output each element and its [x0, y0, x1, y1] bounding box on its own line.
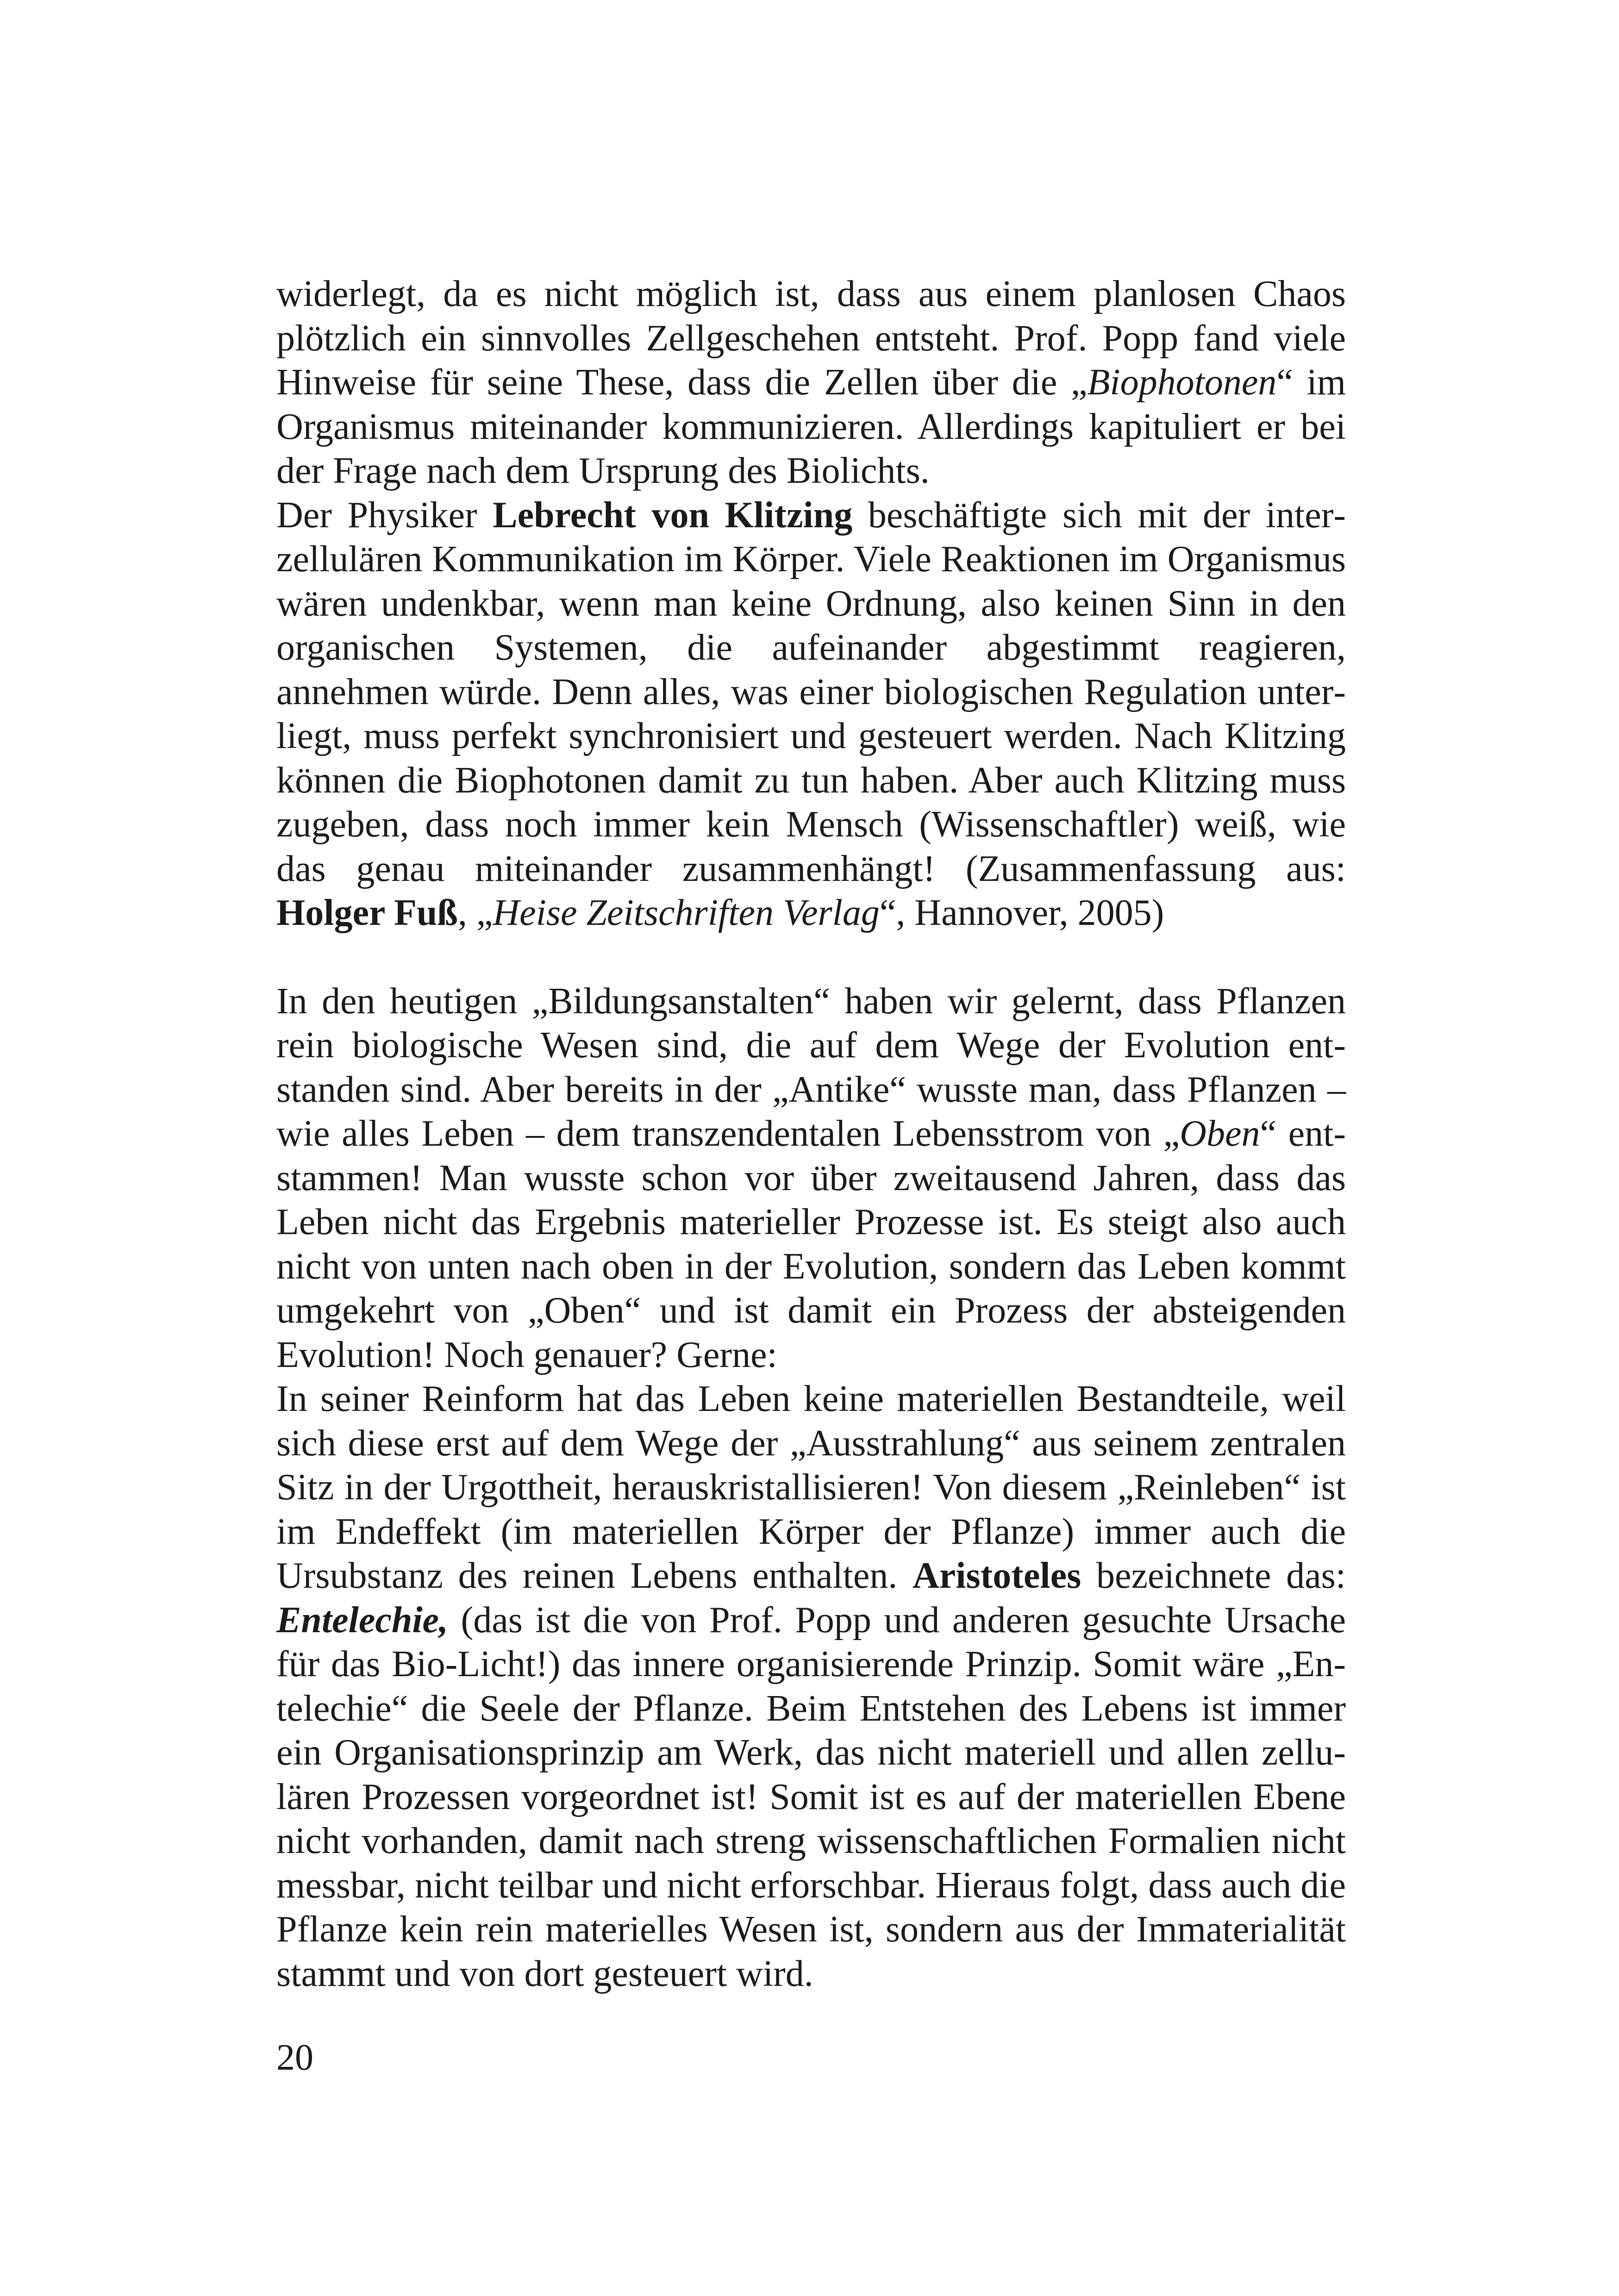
text-run: , „: [457, 892, 493, 933]
emphasis-oben: Oben: [1180, 1113, 1260, 1154]
text-run: “, Hannover, 2005): [879, 892, 1164, 933]
text-run: In seiner Reinform hat das Leben keine materiellen Bestandteile, weil sich diese erst auf dem Wege der „Ausstrahlung“ aus seinem zentralen Sitz in der Urgottheit, herauskristallisieren! Von diesem „Reinleben“ ist im Endeffekt (im materiellen Körper der Pflanze) immer auch die Ursubstanz des reinen Lebens enthalten.: [276, 1379, 1346, 1596]
text-run: bezeichnete das:: [1081, 1555, 1346, 1596]
text-run: (das ist die von Prof. Popp und anderen gesuchte Ursache für das Bio-Licht!) das innere organisierende Prinzip. Somit wäre „Entelechie“ die Seele der Pflanze. Beim Entstehen des Lebens ist immer ein Organisationsprinzip am Werk, das nicht materiell und allen zellulären Prozessen vorgeordnet ist! Somit ist es auf der materiellen Ebene nicht vorhanden, damit nach streng wissenschaftlichen Formalien nicht messbar, nicht teilbar und nicht erforschbar. Hieraus folgt, dass auch die Pflanze kein rein materielles Wesen ist, sondern aus der Immaterialität stammt und von dort gesteuert wird.: [276, 1599, 1346, 1994]
paragraph-entelechie: [276, 1377, 1346, 1996]
name-lebrecht-von-klitzing: Lebrecht von Klitzing: [493, 494, 853, 536]
paragraph-spacer: [276, 936, 1346, 980]
text-run: Der Physiker: [276, 494, 493, 536]
name-aristoteles: Aristoteles: [913, 1555, 1081, 1596]
name-holger-fuss: Holger Fuß: [276, 892, 458, 933]
term-entelechie: Entelechie,: [276, 1599, 449, 1641]
emphasis-biophotonen: Biophotonen: [1087, 362, 1277, 403]
paragraph-klitzing: [276, 493, 1346, 936]
text-run: “ entstammen! Man wusste schon vor über zweitausend Jahren, dass das Leben nicht das Ergebnis materieller Prozesse ist. Es steigt also auch nicht von unten nach oben in der Evolution, sondern das Leben kommt umgekehrt von „Oben“ und ist damit ein Prozess der absteigenden Evolution! Noch genauer? Gerne:: [276, 1113, 1346, 1375]
paragraph-biophotonen: [276, 272, 1346, 493]
text-run: In den heutigen „Bildungsanstalten“ haben wir gelernt, dass Pflanzen rein biologische Wesen sind, die auf dem Wege der Evolution entstanden sind. Aber bereits in der „Antike“ wusste man, dass Pflanzen – wie alles Leben – dem transzendentalen Lebensstrom von „: [276, 980, 1346, 1154]
page-number: 20: [276, 2037, 313, 2078]
text-run: widerlegt, da es nicht möglich ist, dass aus einem planlosen Chaos plötzlich ein sinnvolles Zellgeschehen entsteht. Prof. Popp fand viele Hinweise für seine These, dass die Zellen über die „: [276, 274, 1346, 403]
text-run: “ im Organismus miteinander kommunizieren. Allerdings kapituliert er bei der Frage nach dem Ursprung des Biolichts.: [276, 362, 1346, 491]
body-text: [276, 272, 1346, 1996]
text-run: beschäftigte sich mit der interzellulären Kommunikation im Körper. Viele Reaktionen im Organismus wären undenkbar, wenn man keine Ordnung, also keinen Sinn in den organischen Systemen, die aufeinander abgestimmt reagieren, annehmen würde. Denn alles, was einer biologischen Regulation unterliegt, muss perfekt synchronisiert und gesteuert werden. Nach Klitzing können die Biophotonen damit zu tun haben. Aber auch Klitzing muss zugeben, dass noch immer kein Mensch (Wissenschaftler) weiß, wie das genau miteinander zusammenhängt! (Zusammenfassung aus:: [276, 494, 1346, 889]
paragraph-bildungsanstalten: [276, 980, 1346, 1378]
publisher-name: Heise Zeitschriften Verlag: [493, 892, 880, 933]
